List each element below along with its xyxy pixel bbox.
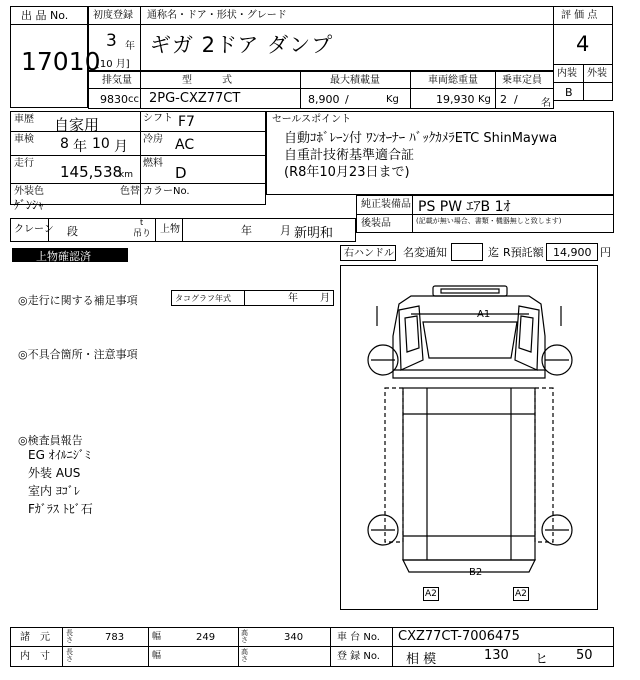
capacity-label: 乗車定員 <box>502 75 542 86</box>
displacement-label: 排気量 <box>102 75 132 86</box>
body-confirm-label: 上物確認済 <box>36 250 91 263</box>
model-code: 2PG-CXZ77CT <box>149 91 241 106</box>
mileage-label: 走行 <box>14 158 34 169</box>
max-load: 8,900 <box>308 93 340 106</box>
diagram-box <box>340 265 598 610</box>
crane-ton-bottom: 吊り <box>133 229 152 239</box>
truck-diagram <box>341 266 597 609</box>
equipment-label: 純正装備品 <box>361 199 411 210</box>
lot-number: 17010 <box>21 47 101 76</box>
history-label: 車歴 <box>14 114 34 125</box>
ac: AC <box>175 137 195 153</box>
cab-outline <box>393 296 545 378</box>
capacity: 2 <box>500 93 507 106</box>
mark-a2-right-box <box>513 587 529 601</box>
recycle-unit: 円 <box>600 246 611 259</box>
history: 自家用 <box>54 116 100 134</box>
inspector-line-2: 外装 AUS <box>28 466 81 480</box>
gross-weight-label: 車両総重量 <box>428 75 478 86</box>
mileage-unit: km <box>119 170 133 180</box>
steering: 右ハンドル <box>344 248 394 259</box>
mark-b2: B2 <box>469 567 483 578</box>
interior-height-label: 高さ <box>241 648 248 663</box>
tachograph-label: タコグラフ年式 <box>175 294 231 303</box>
height: 340 <box>284 632 304 643</box>
shift: F7 <box>178 114 195 130</box>
inspection-month: 10 <box>92 136 110 152</box>
gross-weight-unit: Kg <box>478 94 491 105</box>
capacity-slash: / <box>514 93 518 106</box>
mark-a1: A1 <box>477 309 491 320</box>
fuel: D <box>175 164 187 182</box>
exterior-label: 外装 <box>587 68 607 79</box>
displacement-unit: cc <box>128 94 139 105</box>
name-change-box <box>451 243 483 261</box>
body-confirm-bar <box>12 248 128 262</box>
gross-weight: 19,930 <box>436 93 475 106</box>
windshield <box>423 322 517 358</box>
supplement-title: ◎走行に関する補足事項 <box>18 294 138 307</box>
cab-roof <box>433 286 507 296</box>
interior-grade: B <box>565 86 573 99</box>
first-reg-year-unit: 年 <box>125 41 135 52</box>
mark-a2-left-box <box>423 587 439 601</box>
sales-label: セールスポイント <box>272 114 352 125</box>
lot-label: 出 品 No. <box>21 9 69 22</box>
reg-kana: ヒ <box>535 652 549 667</box>
after-parts-note: (記載が無い場合、書類・機器無しと致します) <box>416 217 562 225</box>
max-load-label: 最大積載量 <box>330 75 380 86</box>
crane-label: クレーン <box>14 224 54 235</box>
color-no-label: 色替 <box>120 186 140 197</box>
body-year-unit: 年 <box>241 224 252 237</box>
height-label: 高さ <box>241 629 248 644</box>
length-label: 長さ <box>66 629 73 644</box>
crane-ton-top: t <box>140 218 144 227</box>
first-reg-label: 初度登録 <box>93 10 133 21</box>
model-code-label: 型 式 <box>182 75 232 86</box>
sales-line-1: 自動ｺﾎﾞﾚｰﾝ付 ﾜﾝｵｰﾅｰ ﾊﾞｯｸｶﾒﾗETC ShinMaywa <box>284 131 558 146</box>
inspector-line-3: 室内 ﾖｺﾞﾚ <box>28 484 80 498</box>
tachograph-year-unit: 年 <box>288 293 298 304</box>
capacity-unit: 名 <box>541 98 551 109</box>
steering-box <box>340 245 396 261</box>
name-change-label: 名変通知 <box>403 246 447 259</box>
inspector-title: ◎検査員報告 <box>18 434 83 447</box>
inspection-year-unit: 年 <box>73 139 87 155</box>
mileage: 145,538 <box>60 163 123 181</box>
chassis-label: 車 台 No. <box>337 632 380 643</box>
body-label: 上物 <box>160 224 180 235</box>
crane-stage: 段 <box>67 225 78 238</box>
inspector-line-1: EG ｵｲﾙﾆｼﾞﾐ <box>28 448 91 462</box>
interior-width-label: 幅 <box>152 651 162 661</box>
equipment: PS PW ｴｱB 1ｵ <box>418 199 511 215</box>
mark-a2-left: A2 <box>425 589 437 599</box>
displacement: 9830 <box>100 93 128 106</box>
width: 249 <box>196 632 216 643</box>
reg-no-label: 登 録 No. <box>337 651 380 662</box>
lot-label-box <box>10 6 88 25</box>
recycle-label: R預託額 <box>503 246 544 259</box>
ext-color: ｹﾞﾝｼｬ <box>14 198 45 212</box>
mark-a2-right: A2 <box>515 589 527 599</box>
sales-line-2: 自重計技術基準適合証 <box>284 148 415 163</box>
inspector-line-4: Fｶﾞﾗｽ ﾄﾋﾞ石 <box>28 502 93 516</box>
color-code-label: カラーNo. <box>143 186 190 197</box>
body-month-unit: 月 <box>280 224 291 237</box>
sales-line-3: (R8年10月23日まで) <box>284 165 410 180</box>
mileage-note: 迄 <box>488 246 499 259</box>
reg-area: 相 模 <box>406 652 437 667</box>
model-name-label: 通称名・ドア・形状・グレード <box>147 10 287 21</box>
inspection-month-unit: 月 <box>114 139 128 155</box>
first-reg-month: [10 月] <box>96 59 130 70</box>
recycle-amount: 14,900 <box>553 246 592 259</box>
fuel-label: 燃料 <box>143 158 163 169</box>
first-reg-year: 3 <box>106 31 117 51</box>
tachograph-month-unit: 月 <box>320 293 330 304</box>
score: 4 <box>576 32 590 56</box>
length: 783 <box>105 632 125 643</box>
max-load-unit: Kg <box>386 94 399 105</box>
ext-color-label: 外装色 <box>14 186 44 197</box>
ac-label: 冷房 <box>143 134 163 145</box>
interior-dims-label: 内 寸 <box>20 651 50 662</box>
interior-label: 内装 <box>557 68 577 79</box>
interior-length-label: 長さ <box>66 648 73 663</box>
dims-label: 諸 元 <box>20 632 50 643</box>
footer-box <box>10 627 614 667</box>
max-load-slash: / <box>345 93 349 106</box>
chassis: CXZ77CT-7006475 <box>398 629 520 644</box>
inspection-year: 8 <box>60 136 69 152</box>
recycle-box <box>546 243 598 261</box>
shift-label: シフト <box>143 113 173 124</box>
defects-title: ◎不具合箇所・注意事項 <box>18 348 138 361</box>
body-maker: 新明和 <box>294 226 334 241</box>
score-label: 評 価 点 <box>561 10 598 21</box>
inspection-label: 車検 <box>14 134 34 145</box>
lot-number-box <box>10 24 101 108</box>
width-label: 幅 <box>152 632 162 642</box>
after-parts-label: 後装品 <box>361 218 391 229</box>
reg-class: 130 <box>484 648 509 663</box>
reg-number: 50 <box>576 648 593 663</box>
model-name: ギガ 2ドア ダンプ <box>150 33 334 57</box>
